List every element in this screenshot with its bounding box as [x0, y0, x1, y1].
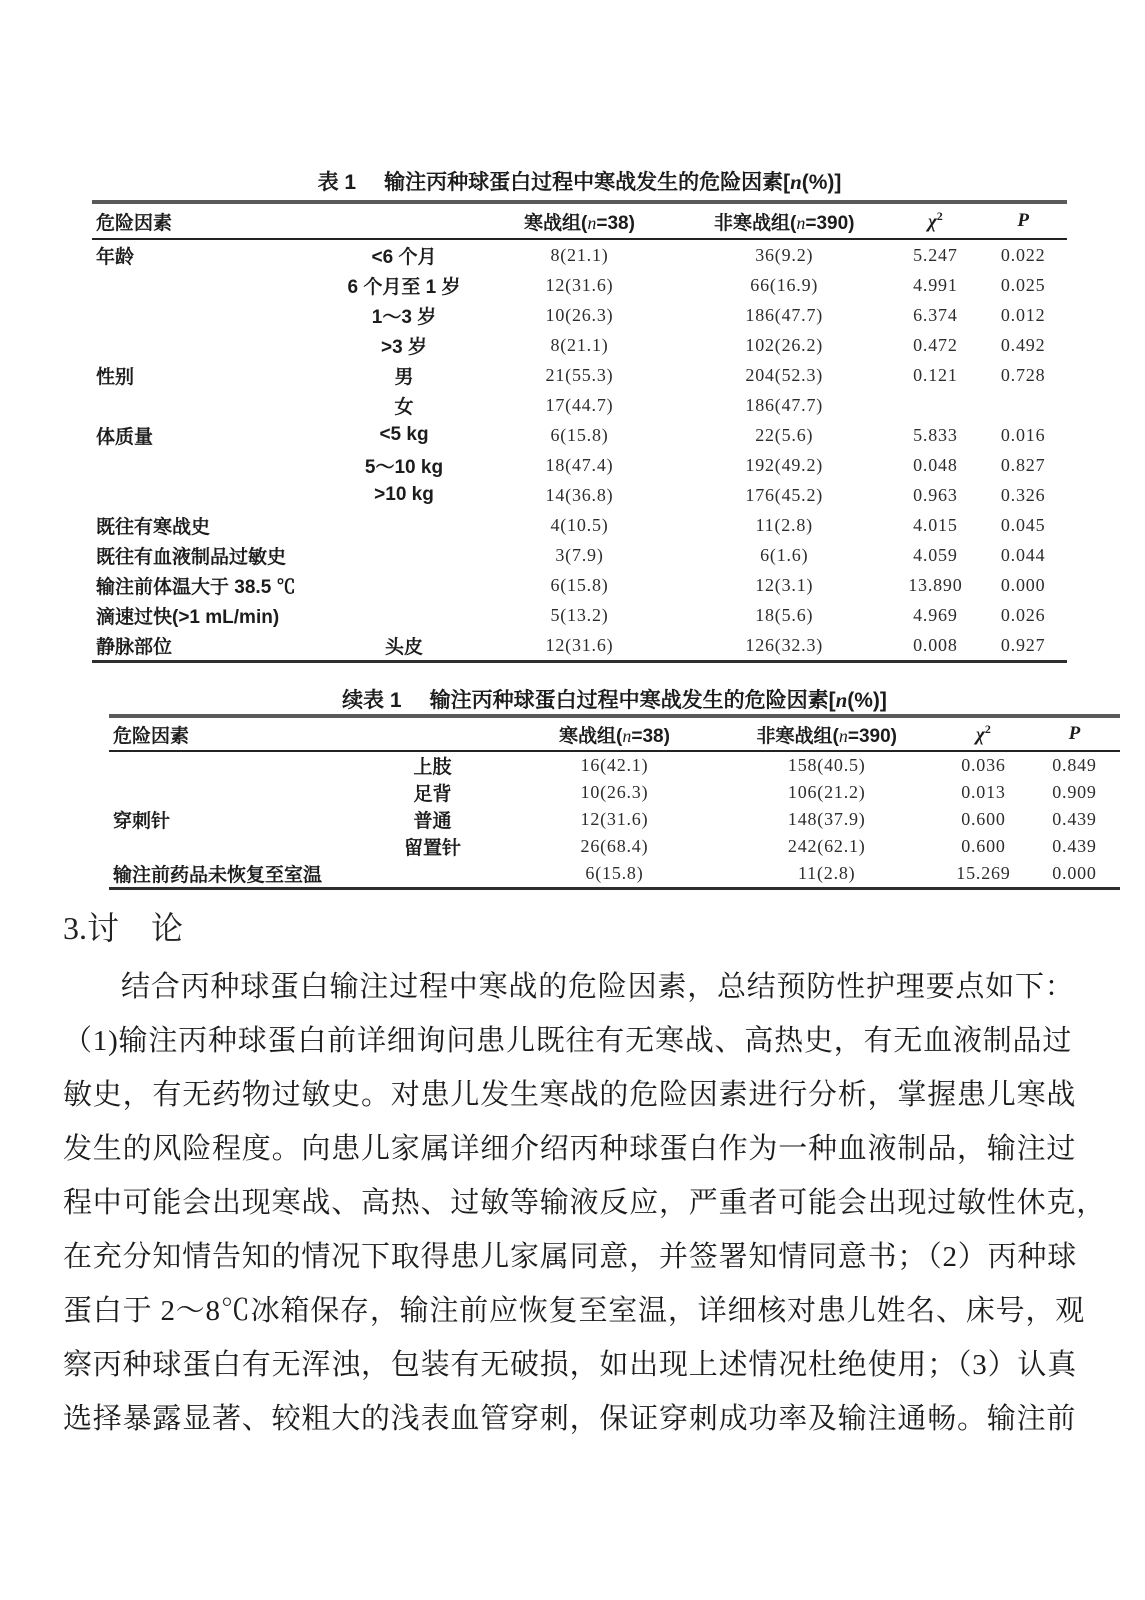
table-row: 女 17(44.7) 186(47.7) — [394, 394, 824, 418]
table-row: 足背 10(26.3) 106(21.2) 0.013 0.909 — [413, 782, 1097, 805]
paragraph-line: 结合丙种球蛋白输注过程中寒战的危险因素，总结预防性护理要点如下： — [121, 971, 1075, 1003]
table-row: 性别 男 21(55.3) 204(52.3) 0.121 0.728 — [96, 364, 1046, 388]
table1-caption — [92, 166, 1067, 196]
table2-caption — [109, 684, 1120, 714]
table-row: >10 kg 14(36.8) 176(45.2) 0.963 0.326 — [374, 484, 1046, 505]
table-row: 1～3 岁 10(26.3) 186(47.7) 6.374 0.012 — [371, 304, 1046, 328]
paragraph-line: 敏史，有无药物过敏史。对患儿发生寒战的危险因素进行分析，掌握患儿寒战 — [63, 1079, 1077, 1111]
table-row: 既往有血液制品过敏史 3(7.9) 6(1.6) 4.059 0.044 — [96, 544, 1046, 568]
table-row: 滴速过快(>1 mL/min) 5(13.2) 18(5.6) 4.969 0.026 — [96, 604, 1046, 628]
discussion-heading: 3.讨 论 — [63, 910, 184, 946]
table1-header-row — [92, 202, 1067, 239]
table2-risk-factors-continued — [109, 714, 1120, 890]
table-row: 穿刺针 普通 12(31.6) 148(37.9) 0.600 0.439 — [113, 809, 1097, 832]
header-nonchill-group: 非寒战组(n=390) — [714, 212, 855, 234]
table1-risk-factors — [92, 200, 1067, 663]
table2-caption-label: 续表 1 — [342, 689, 402, 712]
paragraph-line: （1)输注丙种球蛋白前详细询问患儿既往有无寒战、高热史，有无血液制品过 — [63, 1025, 1073, 1057]
table-row: >3 岁 8(21.1) 102(26.2) 0.472 0.492 — [381, 334, 1046, 358]
table-row: 既往有寒战史 4(10.5) 11(2.8) 4.015 0.045 — [96, 514, 1046, 538]
table-row: 年龄 <6 个月 8(21.1) 36(9.2) 5.247 0.022 — [96, 244, 1046, 268]
header-chi-square: $\chi^2$ — [927, 208, 943, 233]
paragraph-line: 程中可能会出现寒战、高热、过敏等输液反应，严重者可能会出现过敏性休克， — [63, 1187, 1107, 1219]
header-chi-square: $\chi^2$ — [976, 721, 991, 746]
header-factor: 危险因素 — [96, 212, 173, 234]
table-row: 6 个月至 1 岁 12(31.6) 66(16.9) 4.991 0.025 — [347, 274, 1046, 298]
table1-caption-suffix: [n(%)] — [783, 170, 842, 194]
discussion-paragraph — [63, 960, 1107, 1446]
table-row: 输注前体温大于 38.5 ℃ 6(15.8) 12(3.1) 13.890 0.000 — [96, 574, 1046, 598]
paragraph-line: 蛋白于 2～8℃冰箱保存，输注前应恢复至室温，详细核对患儿姓名、床号，观 — [63, 1295, 1086, 1327]
header-chill-group: 寒战组(n=38) — [559, 725, 670, 747]
paragraph-line: 察丙种球蛋白有无浑浊，包装有无破损，如出现上述情况杜绝使用；（3）认真 — [63, 1349, 1078, 1381]
table2-caption-title: 输注丙种球蛋白过程中寒战发生的危险因素 — [429, 689, 829, 712]
table-row: 静脉部位 头皮 12(31.6) 126(32.3) 0.008 0.927 — [96, 634, 1046, 658]
paragraph-line: 选择暴露显著、较粗大的浅表血管穿刺，保证穿刺成功率及输注通畅。输注前 — [63, 1403, 1077, 1435]
table-row: 上肢 16(42.1) 158(40.5) 0.036 0.849 — [413, 755, 1097, 778]
header-chill-group: 寒战组(n=38) — [524, 212, 635, 234]
paragraph-line: 发生的风险程度。向患儿家属详细介绍丙种球蛋白作为一种血液制品，输注过 — [63, 1133, 1077, 1165]
table2-header-row — [109, 716, 1120, 751]
header-factor: 危险因素 — [113, 725, 190, 747]
table-row: 留置针 26(68.4) 242(62.1) 0.600 0.439 — [403, 836, 1097, 859]
table-row: 5～10 kg 18(47.4) 192(49.2) 0.048 0.827 — [364, 454, 1046, 478]
table-row: 输注前药品未恢复至室温 6(15.8) 11(2.8) 15.269 0.000 — [113, 863, 1097, 886]
paragraph-line: 在充分知情告知的情况下取得患儿家属同意，并签署知情同意书；（2）丙种球 — [63, 1241, 1078, 1273]
table1-caption-title: 输注丙种球蛋白过程中寒战发生的危险因素 — [384, 171, 784, 194]
header-p-value: P — [1068, 723, 1081, 744]
table-row: 体质量 <5 kg 6(15.8) 22(5.6) 5.833 0.016 — [96, 424, 1046, 448]
header-nonchill-group: 非寒战组(n=390) — [756, 725, 897, 747]
table2-caption-suffix: [n(%)] — [828, 688, 887, 712]
table1-caption-label: 表 1 — [317, 171, 357, 194]
header-p-value: P — [1017, 210, 1029, 231]
